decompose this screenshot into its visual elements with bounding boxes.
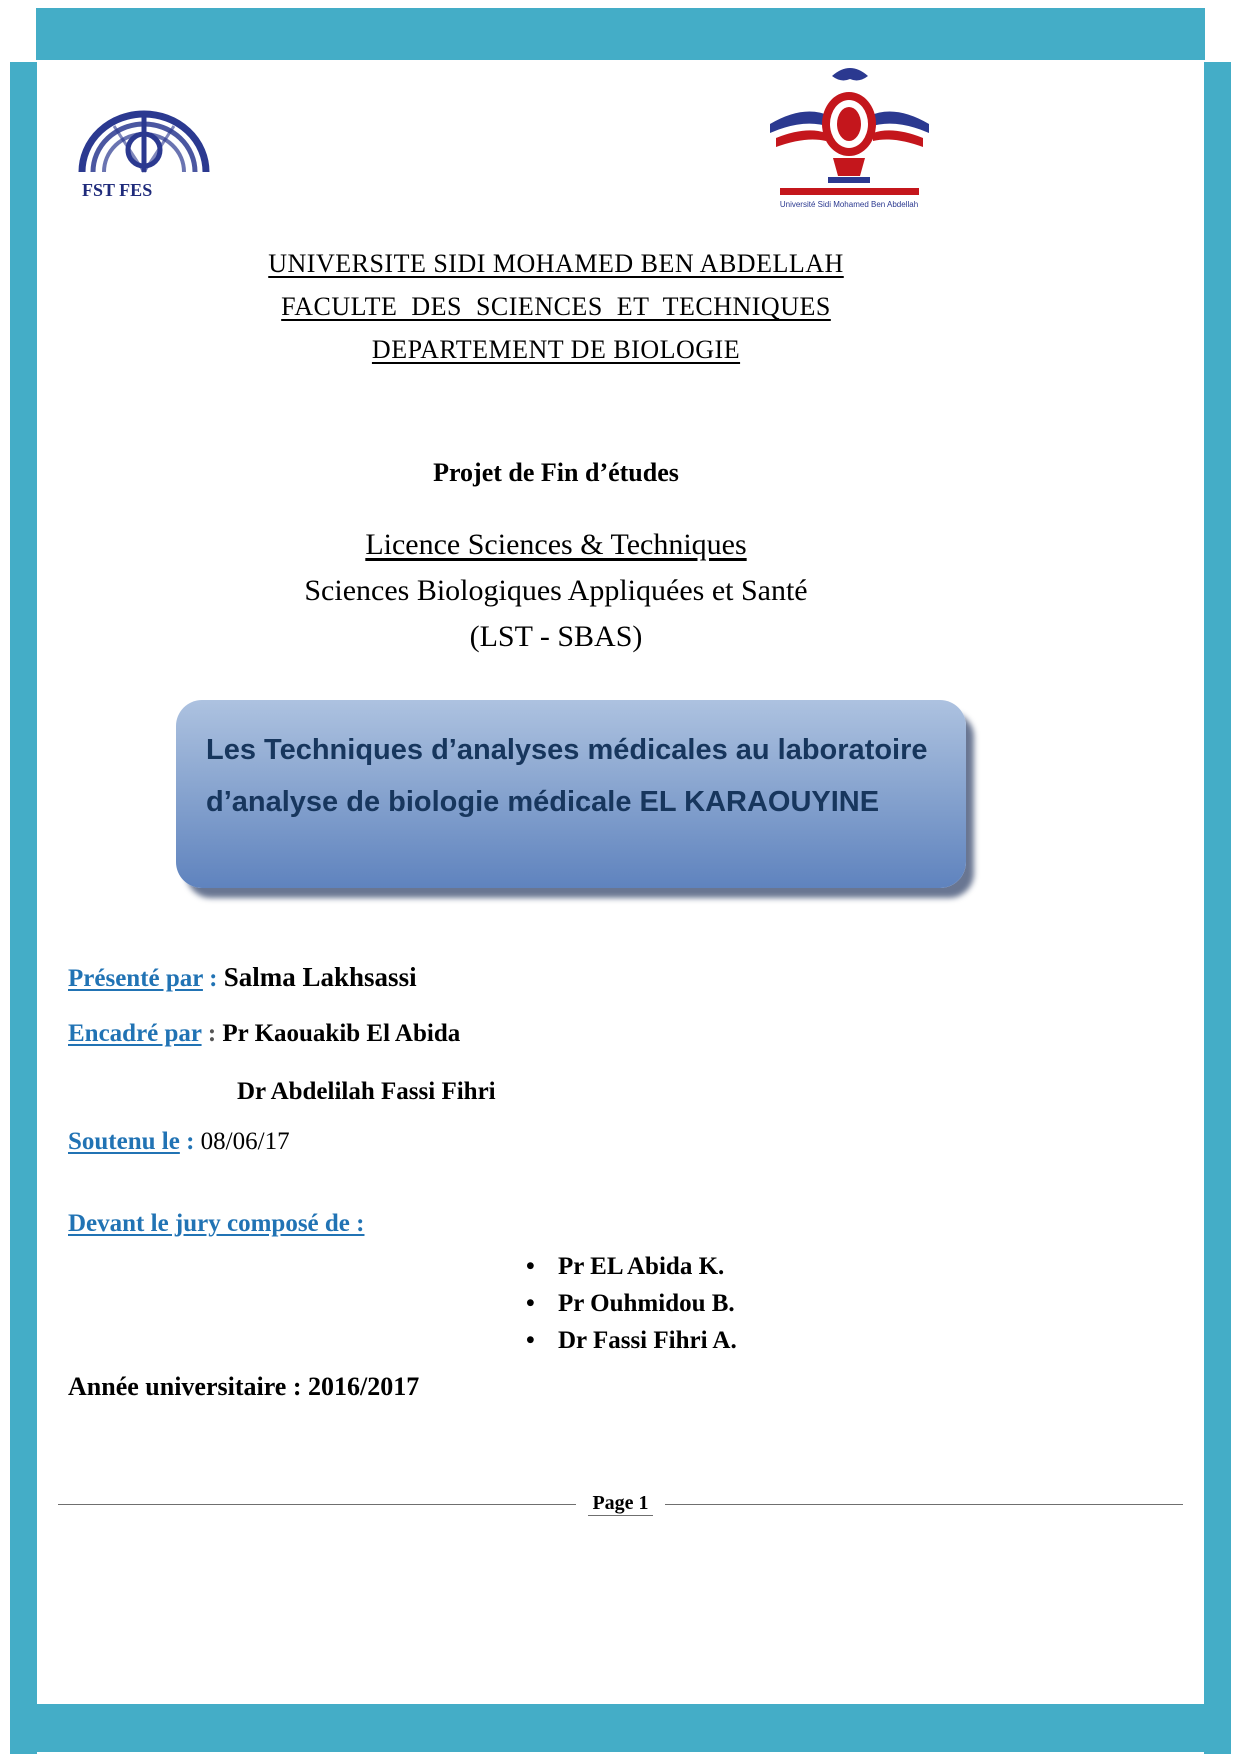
content-area [36, 0, 1076, 1754]
supervised-by-label: Encadré par [68, 1020, 202, 1047]
presented-by-value: Salma Lakhsassi [223, 962, 417, 992]
thesis-title: Les Techniques d’analyses médicales au laboratoire d’analyse de biologie médicale EL KARAOUYINE [206, 734, 928, 818]
page-footer [58, 1492, 1183, 1516]
project-kind: Projet de Fin d’études [433, 458, 679, 487]
frame-right-bar [1204, 62, 1231, 1754]
department-name: DEPARTEMENT DE BIOLOGIE [371, 335, 741, 364]
supervisor-1: Pr Kaouakib El Abida [222, 1020, 461, 1047]
defended-label: Soutenu le [68, 1128, 180, 1155]
jury-list [518, 1248, 737, 1359]
usmba-logo-caption: Université Sidi Mohamed Ben Abdellah [779, 200, 919, 209]
presented-by-label: Présenté par [68, 965, 203, 992]
institution-header [36, 242, 1076, 371]
footer-rule-right [665, 1504, 1183, 1505]
frame-left-bar [10, 62, 37, 1754]
defended-line [68, 1128, 290, 1156]
page-number: Page 1 [588, 1492, 652, 1516]
supervised-by-separator: : [201, 1020, 223, 1047]
thesis-title-box [176, 700, 966, 888]
jury-member: • Dr Fassi Fihri A. [518, 1322, 737, 1359]
degree-block [36, 522, 1076, 660]
academic-year: Année universitaire : 2016/2017 [68, 1372, 420, 1401]
university-name: UNIVERSITE SIDI MOHAMED BEN ABDELLAH [268, 249, 844, 278]
program-abbrev: (LST - SBAS) [469, 620, 643, 653]
jury-member: • Pr Ouhmidou B. [518, 1285, 737, 1322]
degree-name: Licence Sciences & Techniques [365, 528, 747, 561]
presented-by-separator: : [202, 965, 224, 992]
presented-by-line [68, 962, 417, 993]
fst-logo-label: FST FES [82, 180, 153, 200]
defended-separator: : [179, 1128, 201, 1155]
defended-date: 08/06/17 [200, 1128, 290, 1155]
program-name: Sciences Biologiques Appliquées et Santé [304, 574, 808, 607]
supervised-by-line [68, 1020, 460, 1048]
footer-rule-left [58, 1504, 576, 1505]
faculty-name: FACULTE DES SCIENCES ET TECHNIQUES [281, 292, 831, 321]
jury-member: • Pr EL Abida K. [518, 1248, 737, 1285]
jury-label: Devant le jury composé de : [68, 1210, 365, 1237]
supervisor-2: Dr Abdelilah Fassi Fihri [237, 1078, 496, 1105]
